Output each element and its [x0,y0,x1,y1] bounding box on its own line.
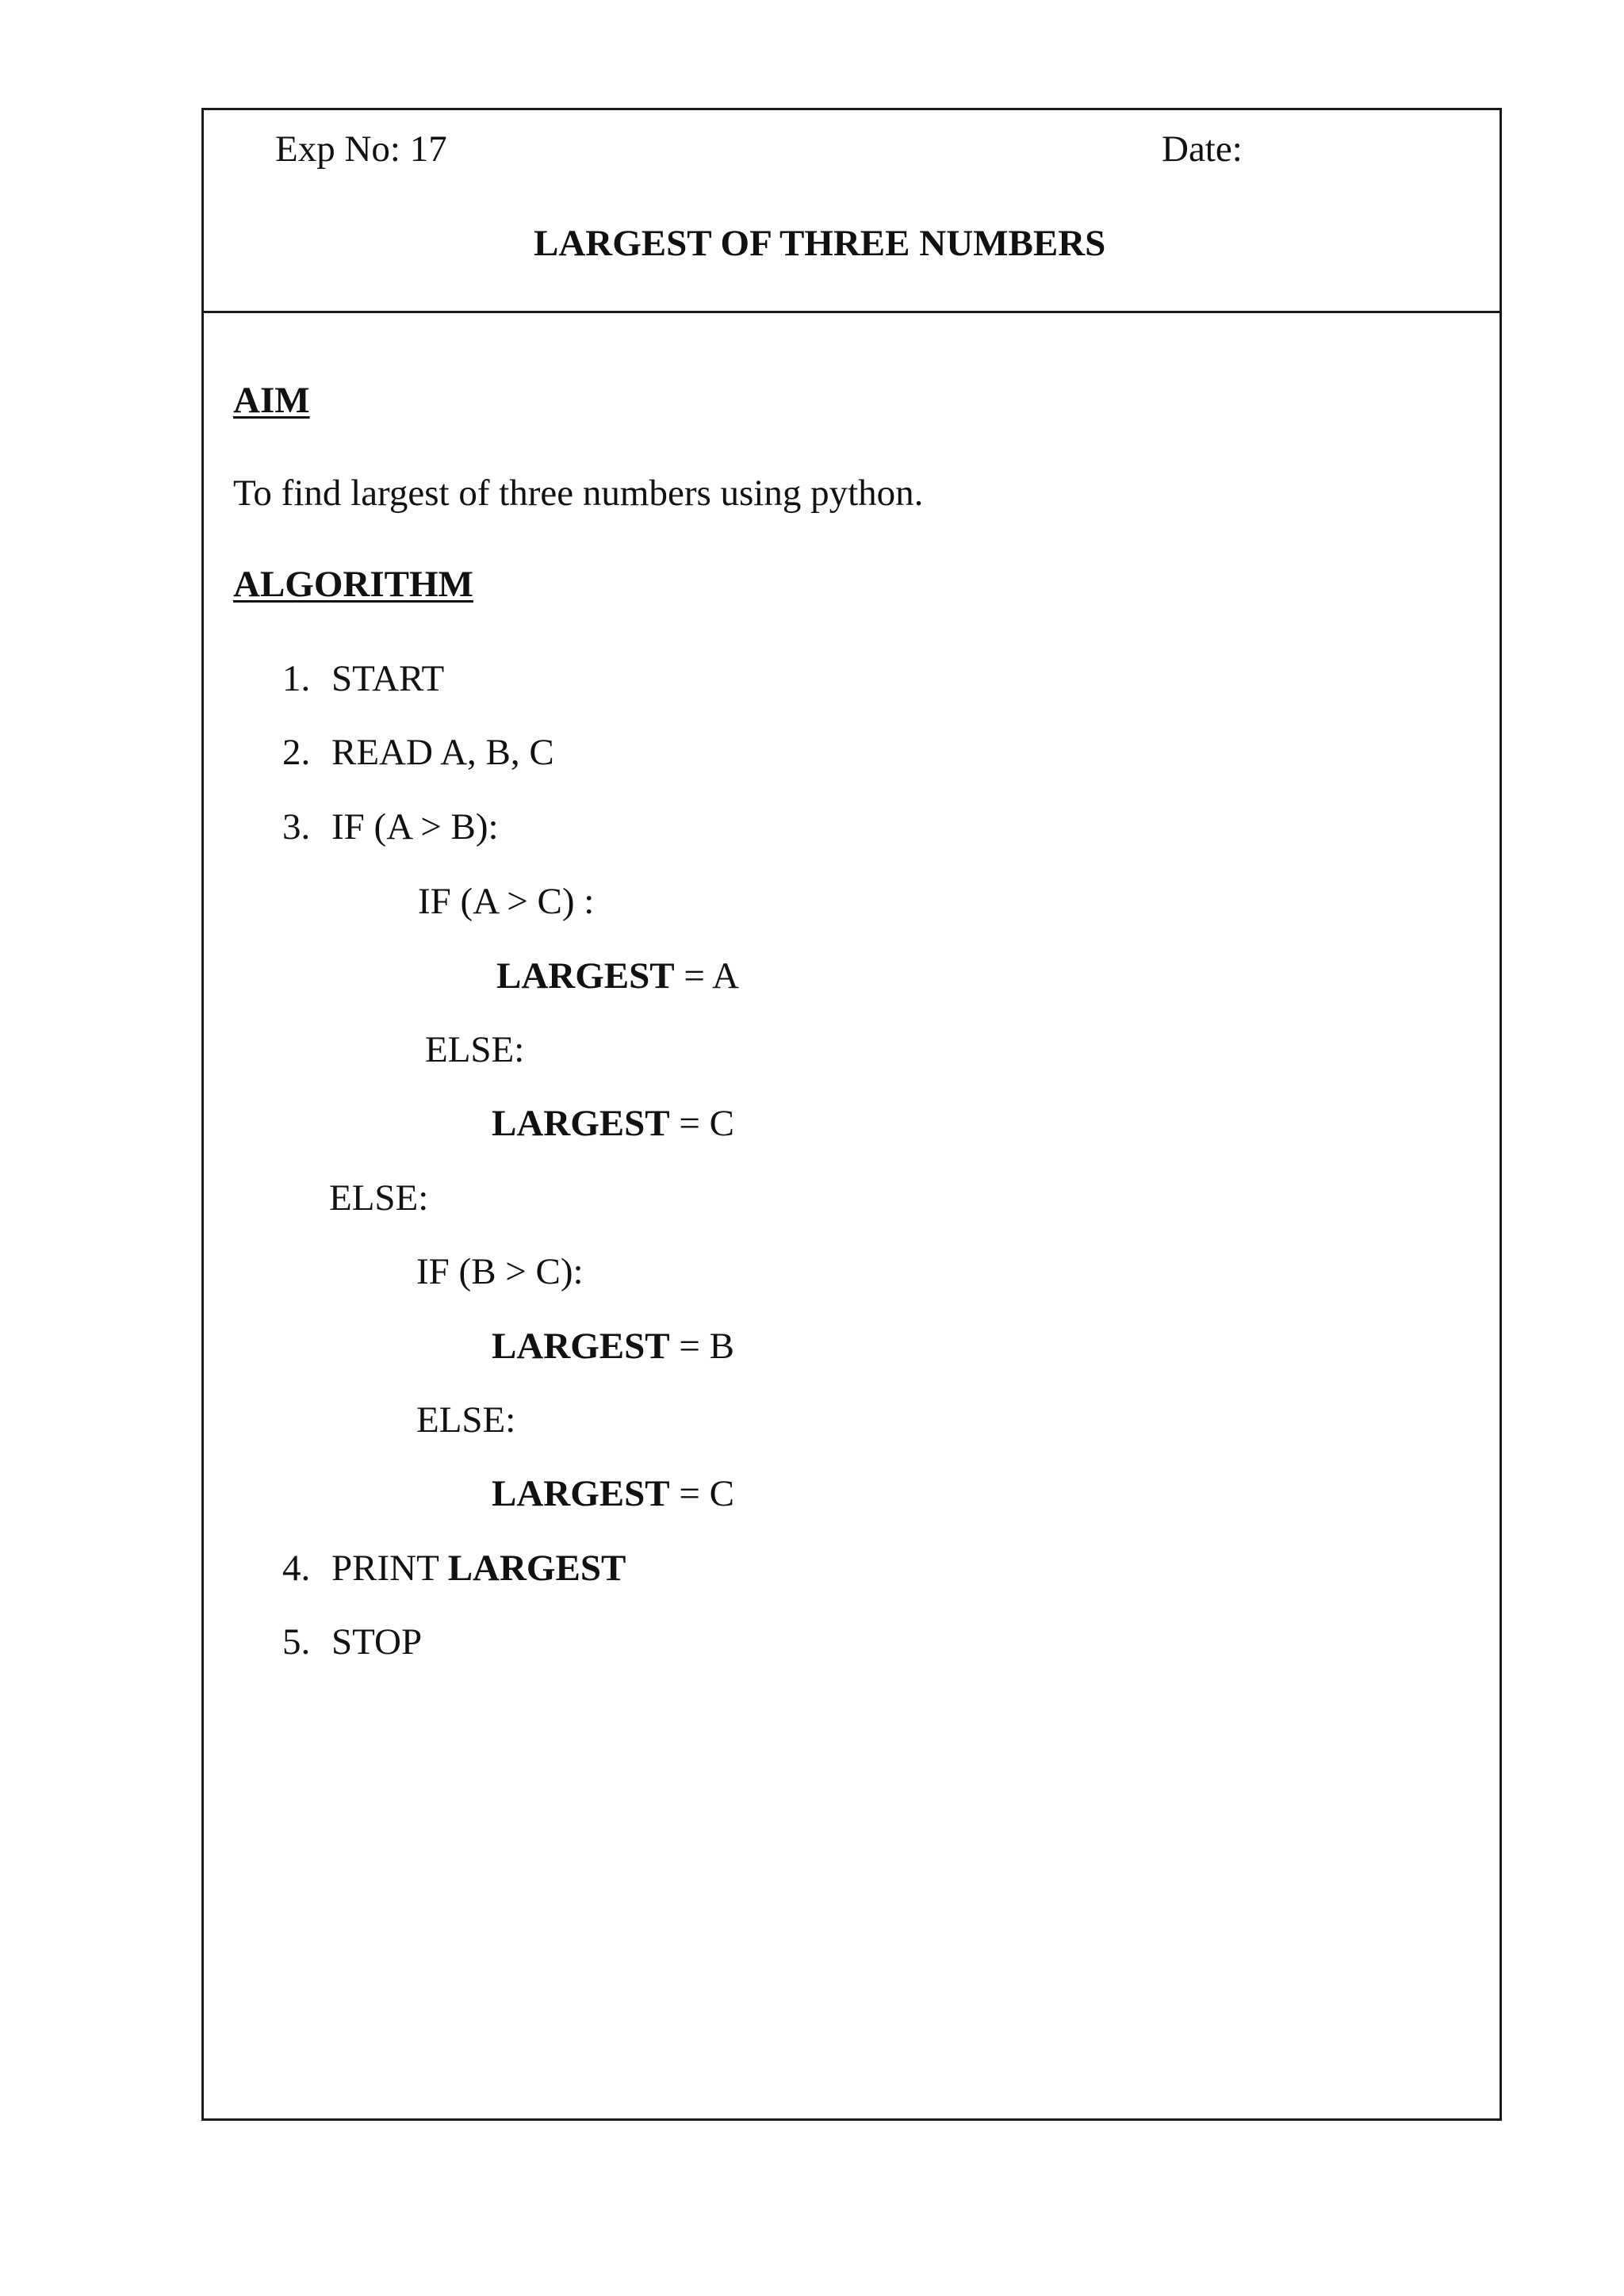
step-text: START [331,658,445,699]
experiment-number: Exp No: 17 [275,128,447,170]
algorithm-line: ELSE: [425,1029,525,1070]
assignment-text: = A [674,955,739,997]
assignment-text: = C [669,1103,734,1144]
largest-keyword: LARGEST [492,1473,670,1514]
assignment-text: = B [669,1326,734,1367]
algorithm-line: IF (B > C): [416,1251,584,1292]
largest-keyword: LARGEST [496,955,675,997]
step-number: 5. [282,1621,311,1663]
step-number: 2. [282,732,311,773]
step-text: READ A, B, C [331,732,554,773]
page-title: LARGEST OF THREE NUMBERS [534,223,1106,264]
assignment-text: = C [669,1473,734,1514]
largest-keyword: LARGEST [447,1548,626,1589]
document-frame [201,108,1502,2121]
step-text: IF (A > B): [331,806,499,848]
step-number: 4. [282,1548,311,1589]
aim-heading: AIM [233,380,310,421]
algorithm-heading: ALGORITHM [233,564,473,605]
date-label: Date: [1162,128,1243,170]
document-header [204,110,1500,313]
algorithm-line [492,1105,734,1142]
algorithm-line: ELSE: [416,1399,516,1441]
step-number: 3. [282,806,311,848]
algorithm-line: ELSE: [329,1177,429,1219]
step-text [331,1550,626,1587]
algorithm-line [492,1475,734,1513]
aim-text: To find largest of three numbers using python. [233,473,924,514]
largest-keyword: LARGEST [492,1103,670,1144]
algorithm-line: IF (A > C) : [418,881,595,922]
step-number: 1. [282,658,311,699]
step-text: STOP [331,1621,423,1663]
algorithm-line [492,1328,734,1365]
print-text: PRINT [331,1548,448,1589]
algorithm-line [496,955,739,997]
largest-keyword: LARGEST [492,1326,670,1367]
